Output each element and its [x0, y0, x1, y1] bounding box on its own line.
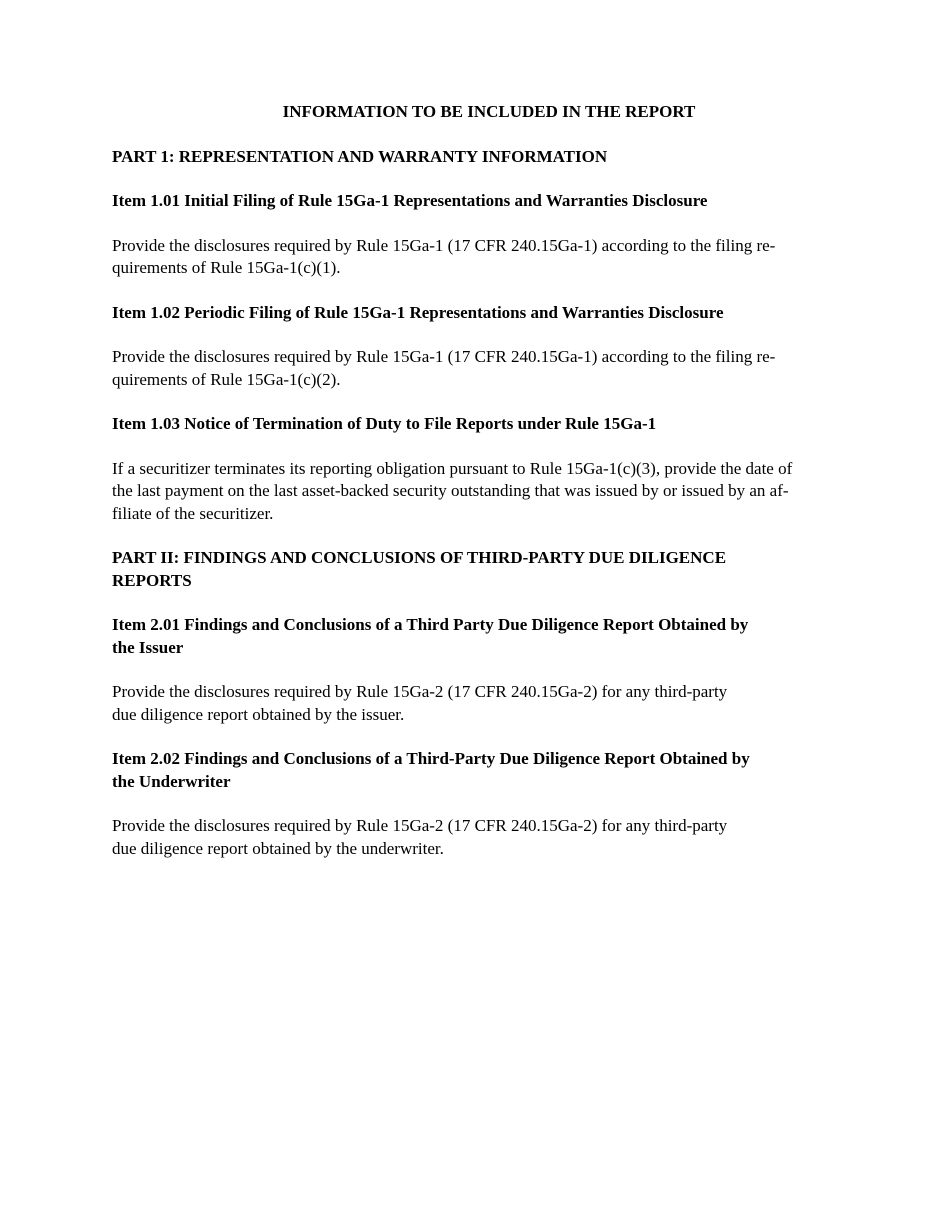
item-2-02-section	[112, 748, 862, 860]
text-line: filiate of the securitizer.	[112, 503, 274, 523]
heading-line: the Issuer	[112, 637, 184, 657]
item-2-02-heading	[112, 748, 862, 793]
heading-line: REPORTS	[112, 570, 192, 590]
text-line: due diligence report obtained by the underwriter.	[112, 838, 444, 858]
item-1-03-text	[112, 458, 862, 526]
text-line: quirements of Rule 15Ga-1(c)(2).	[112, 369, 341, 389]
heading-line: PART II: FINDINGS AND CONCLUSIONS OF THIRD-PARTY DUE DILIGENCE	[112, 548, 727, 567]
item-2-01-section	[112, 614, 862, 726]
item-1-01-text	[112, 235, 862, 280]
text-line: the last payment on the last asset-backed security outstanding that was issued by or issued by an af-	[112, 481, 789, 500]
document-title: INFORMATION TO BE INCLUDED IN THE REPORT	[282, 102, 696, 121]
item-1-02-text	[112, 346, 862, 391]
item-1-03-section	[112, 413, 862, 525]
text-line: Provide the disclosures required by Rule 15Ga-2 (17 CFR 240.15Ga-2) for any third-party	[112, 682, 728, 701]
text-line: Provide the disclosures required by Rule 15Ga-1 (17 CFR 240.15Ga-1) according to the filing re-	[112, 347, 776, 366]
item-1-01-heading: Item 1.01 Initial Filing of Rule 15Ga-1 Representations and Warranties Disclosure	[112, 191, 708, 210]
part-1-heading: PART 1: REPRESENTATION AND WARRANTY INFORMATION	[112, 146, 608, 166]
item-2-01-text	[112, 681, 862, 726]
text-line: Provide the disclosures required by Rule 15Ga-1 (17 CFR 240.15Ga-1) according to the filing re-	[112, 235, 776, 255]
text-line: quirements of Rule 15Ga-1(c)(1).	[112, 258, 341, 277]
text-line: Provide the disclosures required by Rule 15Ga-2 (17 CFR 240.15Ga-2) for any third-party	[112, 816, 728, 835]
item-1-02-heading: Item 1.02 Periodic Filing of Rule 15Ga-1 Representations and Warranties Disclosure	[112, 302, 724, 322]
item-2-01-heading	[112, 614, 862, 659]
text-line: If a securitizer terminates its reporting obligation pursuant to Rule 15Ga-1(c)(3), provide the date of	[112, 458, 793, 478]
part-2-heading	[112, 547, 862, 592]
item-1-01-section	[112, 190, 862, 280]
heading-line: Item 2.02 Findings and Conclusions of a Third-Party Due Diligence Report Obtained by	[112, 749, 750, 768]
text-line: due diligence report obtained by the issuer.	[112, 704, 405, 724]
item-1-03-heading: Item 1.03 Notice of Termination of Duty to File Reports under Rule 15Ga-1	[112, 414, 657, 433]
document-page	[112, 101, 862, 882]
heading-line: Item 2.01 Findings and Conclusions of a Third Party Due Diligence Report Obtained by	[112, 615, 749, 634]
item-2-02-text	[112, 815, 862, 860]
item-1-02-section	[112, 302, 862, 392]
heading-line: the Underwriter	[112, 771, 231, 791]
